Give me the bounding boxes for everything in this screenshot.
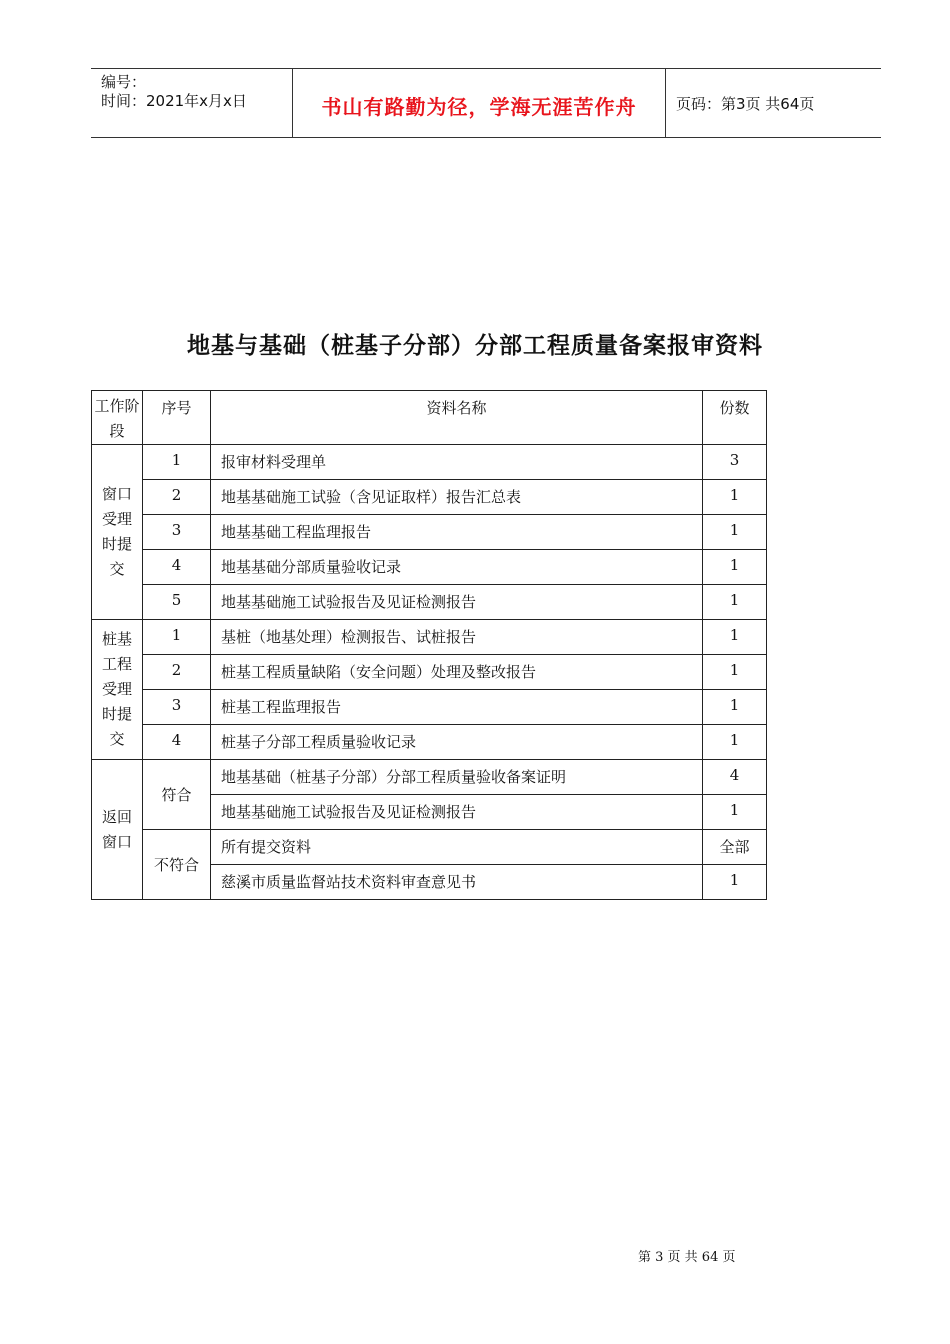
header-name: 资料名称	[211, 391, 703, 445]
doc-time-label: 时间：2021年x月x日	[101, 92, 247, 110]
header-count: 份数	[703, 391, 767, 445]
table-row	[92, 550, 767, 585]
row-seq: 1	[143, 445, 211, 480]
header-page-cell	[666, 69, 881, 137]
filing-materials-table	[91, 390, 767, 900]
header-motto: 书山有路勤为径，学海无涯苦作舟	[321, 95, 637, 119]
header-motto-cell	[293, 69, 666, 137]
doc-number-label: 编号：	[101, 73, 147, 91]
row-seq: 3	[143, 515, 211, 550]
row-name: 地基基础分部质量验收记录	[211, 550, 703, 585]
row-name: 桩基工程质量缺陷（安全问题）处理及整改报告	[211, 655, 703, 690]
row-count: 1	[703, 690, 767, 725]
table-row	[92, 760, 767, 795]
row-seq: 4	[143, 725, 211, 760]
row-seq: 3	[143, 690, 211, 725]
document-header	[91, 68, 881, 138]
row-name: 桩基子分部工程质量验收记录	[211, 725, 703, 760]
header-page-label: 页码：第3页 共64页	[676, 95, 815, 113]
row-count: 全部	[703, 830, 767, 865]
row-count: 4	[703, 760, 767, 795]
stage-window-submit: 窗口受理时提交	[92, 445, 143, 620]
row-count: 1	[703, 480, 767, 515]
row-name: 桩基工程监理报告	[211, 690, 703, 725]
row-name: 地基基础施工试验报告及见证检测报告	[211, 585, 703, 620]
header-seq: 序号	[143, 391, 211, 445]
header-meta-cell	[91, 69, 293, 137]
table-row	[92, 620, 767, 655]
row-count: 1	[703, 585, 767, 620]
row-name: 慈溪市质量监督站技术资料审查意见书	[211, 865, 703, 900]
row-seq: 4	[143, 550, 211, 585]
stage-return-window: 返回窗口	[92, 760, 143, 900]
row-count: 1	[703, 550, 767, 585]
row-count: 1	[703, 620, 767, 655]
row-name: 所有提交资料	[211, 830, 703, 865]
table-row	[92, 515, 767, 550]
row-seq: 5	[143, 585, 211, 620]
row-name: 基桩（地基处理）检测报告、试桩报告	[211, 620, 703, 655]
row-count: 1	[703, 865, 767, 900]
stage-pile-submit: 桩基工程受理时提交	[92, 620, 143, 760]
header-stage: 工作阶段	[92, 391, 143, 445]
result-fail-label: 不符合	[143, 830, 211, 900]
row-count: 1	[703, 725, 767, 760]
page-footer: 第 3 页 共 64 页	[638, 1250, 736, 1265]
row-count: 1	[703, 515, 767, 550]
row-seq: 2	[143, 655, 211, 690]
row-name: 报审材料受理单	[211, 445, 703, 480]
table-row	[92, 445, 767, 480]
table-header-row	[92, 391, 767, 445]
row-seq: 2	[143, 480, 211, 515]
row-name: 地基基础施工试验（含见证取样）报告汇总表	[211, 480, 703, 515]
table-row	[92, 585, 767, 620]
table-row	[92, 830, 767, 865]
result-pass-label: 符合	[143, 760, 211, 830]
row-name: 地基基础工程监理报告	[211, 515, 703, 550]
table-row	[92, 725, 767, 760]
row-count: 1	[703, 655, 767, 690]
table-row	[92, 690, 767, 725]
row-name: 地基基础施工试验报告及见证检测报告	[211, 795, 703, 830]
table-row	[92, 655, 767, 690]
page-title: 地基与基础（桩基子分部）分部工程质量备案报审资料	[187, 333, 763, 359]
row-name: 地基基础（桩基子分部）分部工程质量验收备案证明	[211, 760, 703, 795]
row-seq: 1	[143, 620, 211, 655]
table-row	[92, 480, 767, 515]
row-count: 1	[703, 795, 767, 830]
row-count: 3	[703, 445, 767, 480]
